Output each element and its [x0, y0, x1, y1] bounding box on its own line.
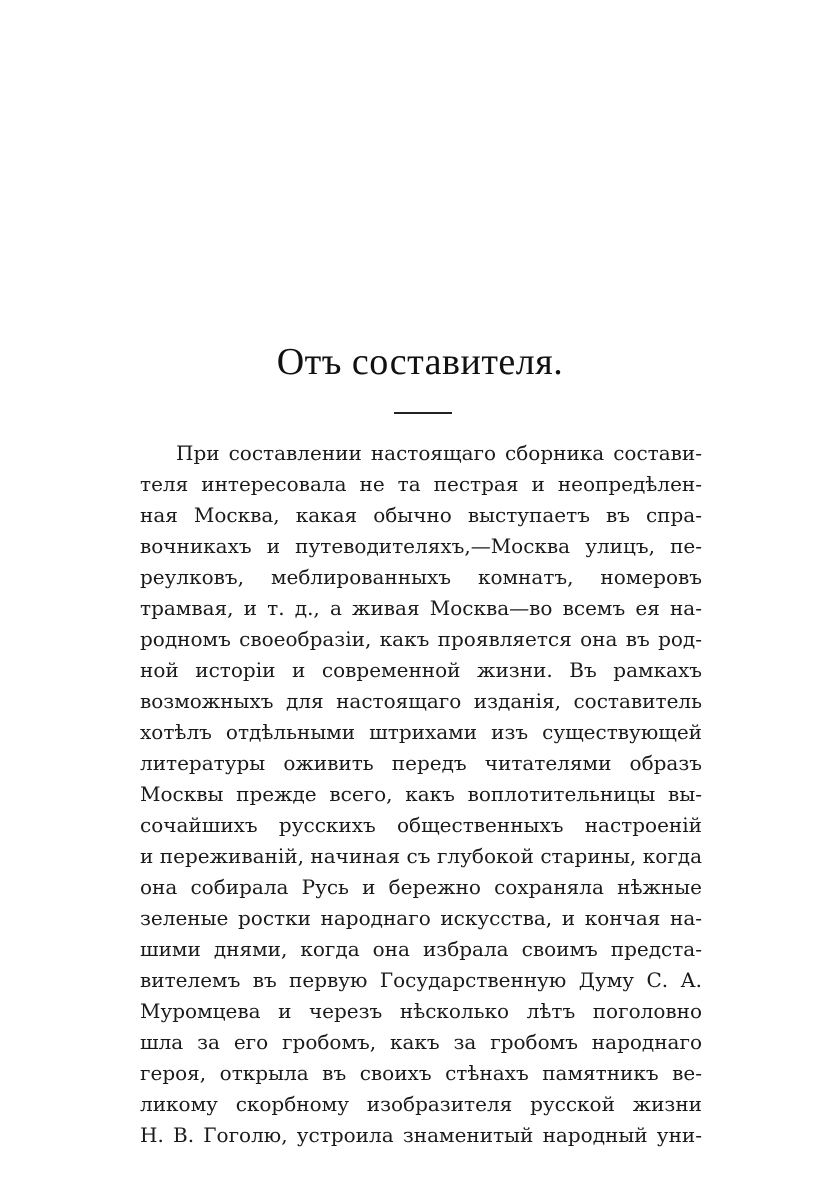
text-line: вочникахъ и путеводителяхъ,—Москва улицъ, пе-: [140, 534, 702, 558]
text-line: зеленые ростки народнаго искусства, и кончая на-: [140, 906, 702, 930]
text-line: сочайшихъ русскихъ общественныхъ настроеній: [140, 813, 702, 837]
text-line: шла за его гробомъ, какъ за гробомъ народнаго: [140, 1030, 702, 1054]
text-line: литературы оживить передъ читателями образъ: [140, 751, 702, 775]
text-line: героя, открыла въ своихъ стѣнахъ памятникъ ве-: [140, 1061, 702, 1085]
text-line: Муромцева и черезъ нѣсколько лѣтъ поголовно: [140, 999, 702, 1023]
text-line: и переживаній, начиная съ глубокой старины, когда: [140, 844, 702, 868]
text-line: реулковъ, меблированныхъ комнатъ, номеровъ: [140, 565, 702, 589]
body-paragraph: [140, 438, 702, 1151]
text-line: теля интересовала не та пестрая и неопредѣлен-: [140, 472, 702, 496]
text-line: возможныхъ для настоящаго изданія, составитель: [140, 689, 702, 713]
text-line: хотѣлъ отдѣльными штрихами изъ существующей: [140, 720, 702, 744]
text-line: родномъ своеобразіи, какъ проявляется она въ род-: [140, 627, 702, 651]
text-line: Москвы прежде всего, какъ воплотительницы вы-: [140, 782, 702, 806]
text-line: трамвая, и т. д., а живая Москва—во всемъ ея на-: [140, 596, 702, 620]
text-line: Н. В. Гоголю, устроила знаменитый народный уни-: [140, 1123, 702, 1147]
title-divider: [394, 412, 452, 414]
text-line: ликому скорбному изобразителя русской жизни: [140, 1092, 702, 1116]
text-line: ной исторіи и современной жизни. Въ рамкахъ: [140, 658, 702, 682]
text-line: При составлении настоящаго сборника состави-: [176, 441, 702, 465]
text-line: вителемъ въ первую Государственную Думу С. А.: [140, 968, 702, 992]
text-line: шими днями, когда она избрала своимъ предста-: [140, 937, 702, 961]
page-title: Отъ составителя.: [276, 341, 564, 383]
text-line: ная Москва, какая обычно выступаетъ въ спра-: [140, 503, 702, 527]
text-line: она собирала Русь и бережно сохраняла нѣжные: [140, 875, 702, 899]
